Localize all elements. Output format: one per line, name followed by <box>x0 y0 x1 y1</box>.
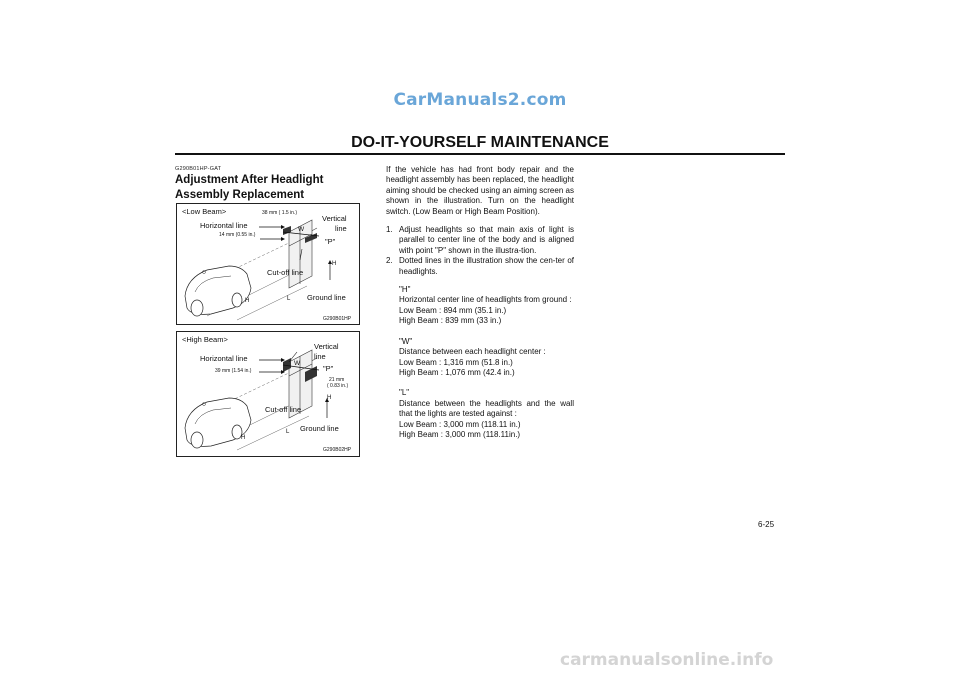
l-label: "L" <box>399 388 410 398</box>
l-desc: Distance between the headlights and the wall that the lights are tested against : <box>399 398 574 419</box>
low-beam-ground-label: Ground line <box>307 293 346 302</box>
high-beam-cutoff-label: Cut-off line <box>265 405 302 414</box>
header-rule <box>175 153 785 155</box>
high-beam-dim-right-2: ( 0.83 in.) <box>327 383 349 389</box>
step-2 <box>386 256 574 277</box>
low-beam-heading: <Low Beam> <box>182 207 227 216</box>
l-block <box>399 388 574 440</box>
section-title: Adjustment After Headlight Assembly Replacement <box>175 174 324 201</box>
low-beam-vertical-line-label-1: Vertical <box>322 214 347 223</box>
high-beam-ground-label: Ground line <box>300 424 339 433</box>
h-low: Low Beam : 894 mm (35.1 in.) <box>399 305 507 315</box>
high-beam-dim-right-1: 21 mm <box>329 377 345 383</box>
high-beam-vertical-line-label-2: line <box>314 352 326 361</box>
figure-low-beam <box>176 203 360 325</box>
high-beam-h-left: H <box>241 435 246 441</box>
watermark-top[interactable]: CarManuals2.com <box>393 90 567 110</box>
high-beam-heading: <High Beam> <box>182 335 228 344</box>
high-beam-point-p: "P" <box>323 364 334 373</box>
step-1 <box>386 225 574 256</box>
l-low: Low Beam : 3,000 mm (118.11 in.) <box>399 419 521 429</box>
low-beam-h-right: H <box>332 261 337 267</box>
step-2-text: Dotted lines in the illustration show the cen-ter of headlights. <box>399 256 574 276</box>
watermark-bottom[interactable]: carmanualsonline.info <box>560 650 774 670</box>
h-desc: Horizontal center line of headlights from ground : <box>399 295 572 305</box>
high-beam-w: W <box>294 360 301 367</box>
low-beam-h-left: H <box>245 298 250 304</box>
low-beam-figure-code: G290B01HP <box>323 316 352 322</box>
section-code: G290B01HP-GAT <box>175 166 222 172</box>
low-beam-vertical-line-label-2: line <box>335 224 347 233</box>
high-beam-figure-code: G290B02HP <box>323 447 352 453</box>
low-beam-horizontal-line-label: Horizontal line <box>200 221 248 230</box>
h-high: High Beam : 839 mm (33 in.) <box>399 316 502 326</box>
page-header-title: DO-IT-YOURSELF MAINTENANCE <box>351 134 609 151</box>
high-beam-l: L <box>286 429 290 435</box>
figure-high-beam <box>176 331 360 457</box>
low-beam-l: L <box>287 296 291 302</box>
w-block <box>399 337 574 379</box>
low-beam-dim-top: 38 mm ( 1.5 in.) <box>262 210 298 216</box>
high-beam-horizontal-line-label: Horizontal line <box>200 354 248 363</box>
step-1-number: 1. <box>386 225 393 235</box>
high-beam-h-right: H <box>327 395 332 401</box>
page-number: 6-25 <box>758 520 775 529</box>
l-high: High Beam : 3,000 mm (118.11in.) <box>399 429 521 439</box>
step-2-number: 2. <box>386 256 393 266</box>
high-beam-vertical-line-label-1: Vertical <box>314 342 339 351</box>
low-beam-point-p: "P" <box>325 237 336 246</box>
body-text-column <box>386 165 574 450</box>
w-desc: Distance between each headlight center : <box>399 347 546 357</box>
low-beam-dim-left: 14 mm (0.55 in.) <box>219 232 256 238</box>
low-beam-w: W <box>298 226 305 233</box>
h-block <box>399 285 574 327</box>
w-high: High Beam : 1,076 mm (42.4 in.) <box>399 367 515 377</box>
h-label: "H" <box>399 285 411 295</box>
low-beam-cutoff-label: Cut-off line <box>267 268 304 277</box>
w-label: "W" <box>399 336 413 346</box>
step-1-text: Adjust headlights so that main axis of light is parallel to center line of the body and is aligned with point "P" shown in the illustra-tion. <box>399 225 574 255</box>
intro-paragraph: If the vehicle has had front body repair and the headlight assembly has been replaced, the headlight aiming should be checked using an aiming screen as shown in the illustration. Turn on the headlight switch. (Low Beam or High Beam Position). <box>386 165 574 216</box>
w-low: Low Beam : 1,316 mm (51.8 in.) <box>399 357 513 367</box>
high-beam-dim-left: 39 mm (1.54 in.) <box>215 368 252 374</box>
